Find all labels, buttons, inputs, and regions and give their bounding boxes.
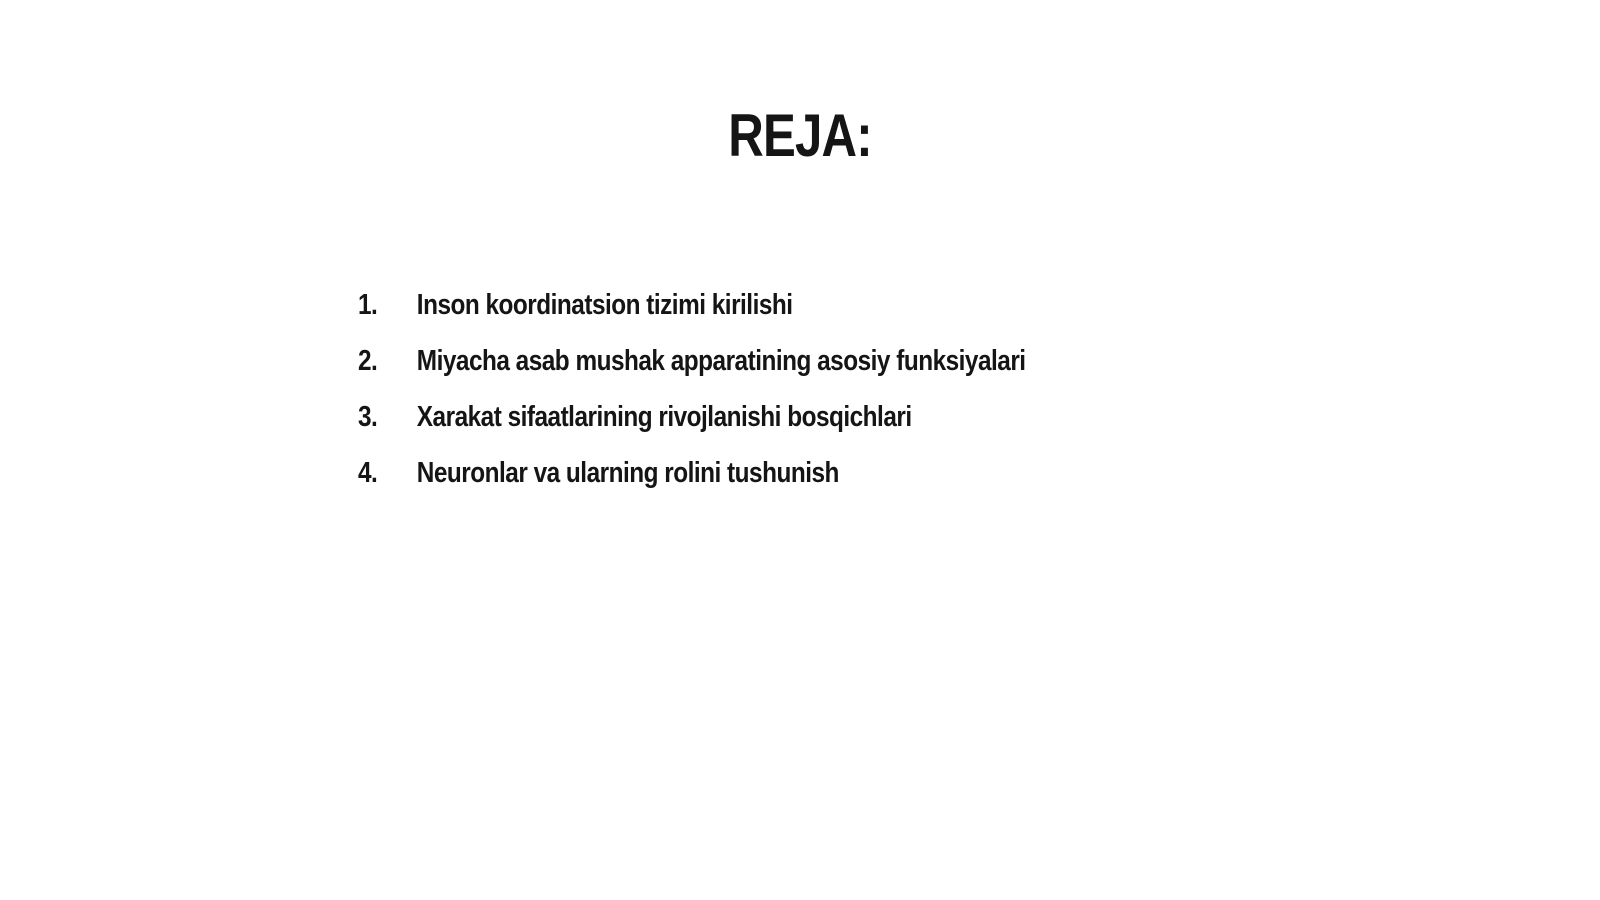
plan-item-1 (358, 288, 1114, 344)
plan-item-3 (358, 400, 1114, 456)
plan-item-number: 1. (358, 289, 378, 321)
plan-item-text: Xarakat sifaatlarining rivojlanishi bosqichlari (416, 401, 912, 433)
plan-item-number: 2. (358, 345, 378, 377)
plan-list (358, 288, 1258, 512)
slide-title: REJA: (728, 102, 872, 169)
plan-item-number: 3. (358, 401, 378, 433)
plan-item-4 (358, 456, 1114, 512)
plan-item-2 (358, 344, 1114, 400)
plan-item-text: Neuronlar va ularning rolini tushunish (416, 457, 839, 489)
plan-item-text: Inson koordinatsion tizimi kirilishi (416, 289, 793, 321)
plan-item-number: 4. (358, 457, 378, 489)
plan-item-text: Miyacha asab mushak apparatining asosiy funksiyalari (416, 345, 1026, 377)
